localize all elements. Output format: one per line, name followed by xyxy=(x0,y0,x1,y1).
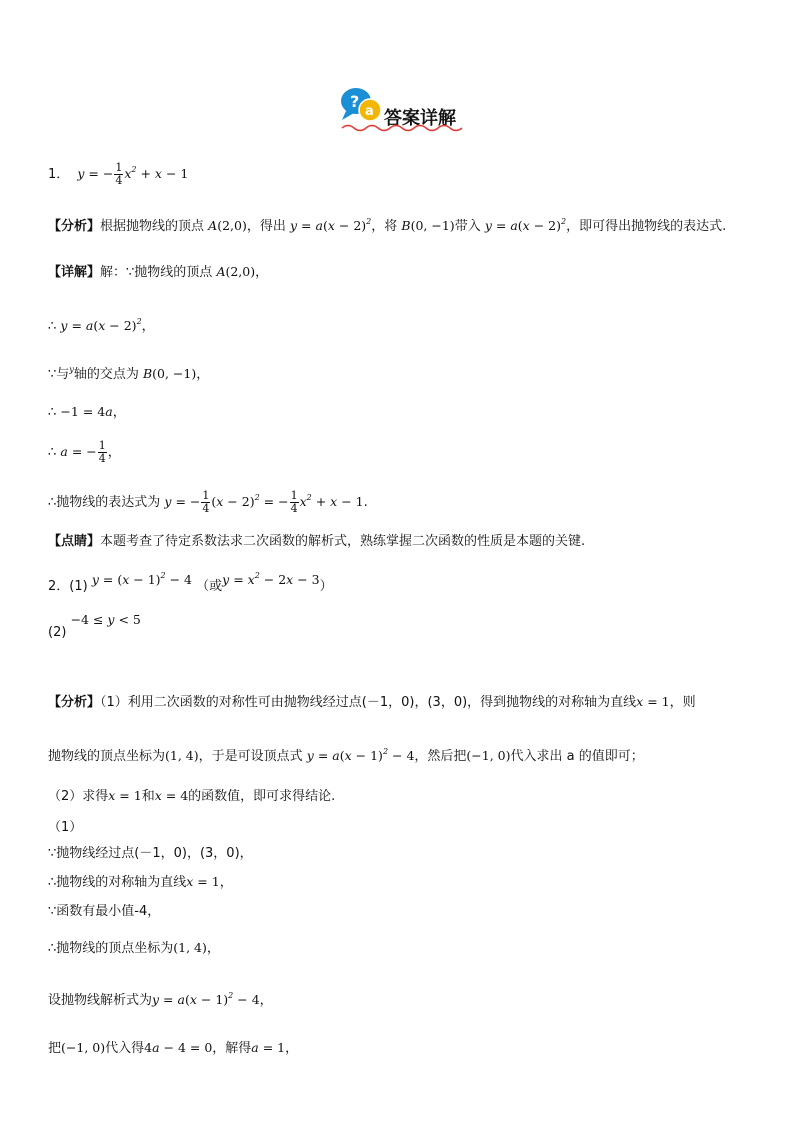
q1-number: 1． xyxy=(48,167,70,182)
formula-equation: −1 = 4a xyxy=(60,404,113,419)
formula-range: −4 ≤ y < 5 xyxy=(70,612,141,627)
q1-step: ∴ $y = a(x - 2)^2$， xyxy=(48,317,155,334)
detail-label: 【详解】 xyxy=(48,265,101,280)
formula-x4: x = 4 xyxy=(154,788,189,803)
q2-answer xyxy=(48,566,333,597)
analysis-text: ，则 xyxy=(669,695,696,710)
svg-text:?: ? xyxy=(350,92,360,111)
analysis-text: ，即可得出抛物线的表达式. xyxy=(566,219,727,234)
part-label: (2) xyxy=(48,625,67,640)
formula-vertex-a: A(2,0) xyxy=(216,264,256,279)
analysis-text: （1）利用二次函数的对称性可由抛物线经过点(－1，0)，(3，0)，得到抛物线的对称轴为直线 xyxy=(100,695,637,710)
q2-sol-line: ∴抛物线的顶点坐标为(1, 4)， xyxy=(48,940,220,956)
comment-label: 【点睛】 xyxy=(48,534,101,549)
analysis-text: 抛物线的顶点坐标为 xyxy=(48,749,166,764)
step-text: ∴抛物线的对称轴为直线 xyxy=(48,875,187,890)
step-text: 代入得 xyxy=(105,1041,145,1056)
q2-sol-line: 把(−1, 0)代入得4a − 4 = 0，解得a = 1， xyxy=(48,1040,299,1056)
q2-sol-line: ∴抛物线的对称轴为直线x = 1， xyxy=(48,874,233,890)
svg-text:a: a xyxy=(365,104,374,119)
formula-a-value: a = 1 xyxy=(251,1040,286,1055)
analysis-text: 代入求出 a 的值即可； xyxy=(510,749,644,764)
formula-point-b: B(0, −1) xyxy=(401,218,455,233)
therefore-symbol: ∴ xyxy=(48,319,57,334)
formula-vertex-form: $y = a(x - 2)^2$ xyxy=(484,217,567,233)
analysis-text: ，得出 xyxy=(246,219,286,234)
q2-analysis xyxy=(48,692,696,713)
formula-expression: y = − $\frac{1}{4}$ $(x - 2)^2$ = − $\frac{1}{4}$ $x^2 + x - 1$ xyxy=(164,489,364,515)
q1-step: ∵与$^y$轴的交点为 B(0, −1)， xyxy=(48,365,210,382)
q1-answer-formula: y = − $\frac{1}{4}$ $x^2 + x - 1$ xyxy=(73,161,189,187)
analysis-text: ，于是可设顶点式 xyxy=(198,749,303,764)
formula-x1: x = 1 xyxy=(108,788,142,803)
q1-detail: 【详解】解：∵抛物线的顶点 A(2,0)， xyxy=(48,264,269,280)
formula-y: y xyxy=(69,365,74,374)
formula-vertex-form: $y = a(x - 2)^2$ xyxy=(290,217,372,233)
q2-sol-line: ∵抛物线经过点(－1，0)，(3，0)， xyxy=(48,846,253,861)
formula-equation: 4a − 4 = 0 xyxy=(144,1040,213,1055)
formula-point: (−1, 0) xyxy=(61,1040,106,1055)
q2-number: 2．(1) xyxy=(48,579,88,594)
formula-expanded: $y = x^2 - 2x - 3$ xyxy=(222,571,320,587)
analysis-text: 和 xyxy=(141,789,155,804)
title-underline-wave xyxy=(338,122,468,132)
step-text: ∴抛物线的表达式为 xyxy=(48,495,161,510)
q2-sol-line: 设抛物线解析式为$y = a(x - 1)^2 - 4$， xyxy=(48,991,273,1008)
q2-analysis xyxy=(48,786,335,807)
q1-comment xyxy=(48,532,585,552)
analysis-text: ，然后把 xyxy=(414,749,467,764)
paren-text: ） xyxy=(319,579,333,594)
formula-vertex-form: $y = a(x - 1)^2 - 4$ xyxy=(306,747,415,763)
formula-vertex-point: (1, 4) xyxy=(165,748,199,763)
analysis-text: ，将 xyxy=(371,219,398,234)
therefore-symbol: ∴ xyxy=(48,405,57,420)
q1-step: ∴抛物线的表达式为 y = − $\frac{1}{4}$ $(x - 2)^2$ = − $\frac{1}{4}$ $x^2 + x - 1$. xyxy=(48,489,368,515)
formula-axis: x = 1 xyxy=(636,694,670,709)
analysis-text: 根据抛物线的顶点 xyxy=(100,219,205,234)
formula-vertex-point: (1, 4) xyxy=(173,940,207,955)
step-text: ，解得 xyxy=(212,1041,252,1056)
analysis-label: 【分析】 xyxy=(48,219,101,234)
formula-vertex-form: $y = (x - 1)^2 - 4$ xyxy=(91,571,192,587)
q2-analysis xyxy=(48,742,644,767)
step-text: 把 xyxy=(48,1041,62,1056)
q1-step: ∴ −1 = 4a， xyxy=(48,404,126,420)
formula-vertex-a: A(2,0) xyxy=(208,218,247,233)
paren-text: （或 xyxy=(196,579,223,594)
q1-step: ∴ a = − $\frac{1}{4}$ ， xyxy=(48,439,121,465)
step-text: ∴抛物线的顶点坐标为 xyxy=(48,941,174,956)
formula-point-b: B(0, −1) xyxy=(142,366,197,381)
formula-vertex-form: $y = a(x - 2)^2$ xyxy=(60,317,142,333)
analysis-text: 的函数值，即可求得结论. xyxy=(188,789,336,804)
step-text: 设抛物线解析式为 xyxy=(48,993,153,1008)
formula-vertex-form: $y = a(x - 1)^2 - 4$ xyxy=(152,991,260,1007)
page-title: 答案详解 xyxy=(384,108,456,129)
formula-point: (−1, 0) xyxy=(466,748,511,763)
q1-answer xyxy=(48,160,188,187)
formula-a-value: a = − $\frac{1}{4}$ xyxy=(60,439,106,465)
therefore-symbol: ∴ xyxy=(48,445,57,460)
because-text: ∵与 xyxy=(48,367,70,382)
q1-analysis xyxy=(48,212,726,237)
answer-header xyxy=(338,84,468,140)
formula-axis: x = 1 xyxy=(186,874,220,889)
q2-sol-line: ∵函数有最小值-4， xyxy=(48,904,161,919)
detail-text: 解：∵抛物线的顶点 xyxy=(100,265,213,280)
q2-sol-label: （1） xyxy=(48,820,83,835)
analysis-text: 带入 xyxy=(454,219,481,234)
comment-text: 本题考查了待定系数法求二次函数的解析式，熟练掌握二次函数的性质是本题的关键. xyxy=(100,534,586,549)
analysis-label: 【分析】 xyxy=(48,695,101,710)
q2-part2-answer xyxy=(48,610,141,643)
analysis-text: （2）求得 xyxy=(48,789,109,804)
step-text: 轴的交点为 xyxy=(73,367,139,382)
